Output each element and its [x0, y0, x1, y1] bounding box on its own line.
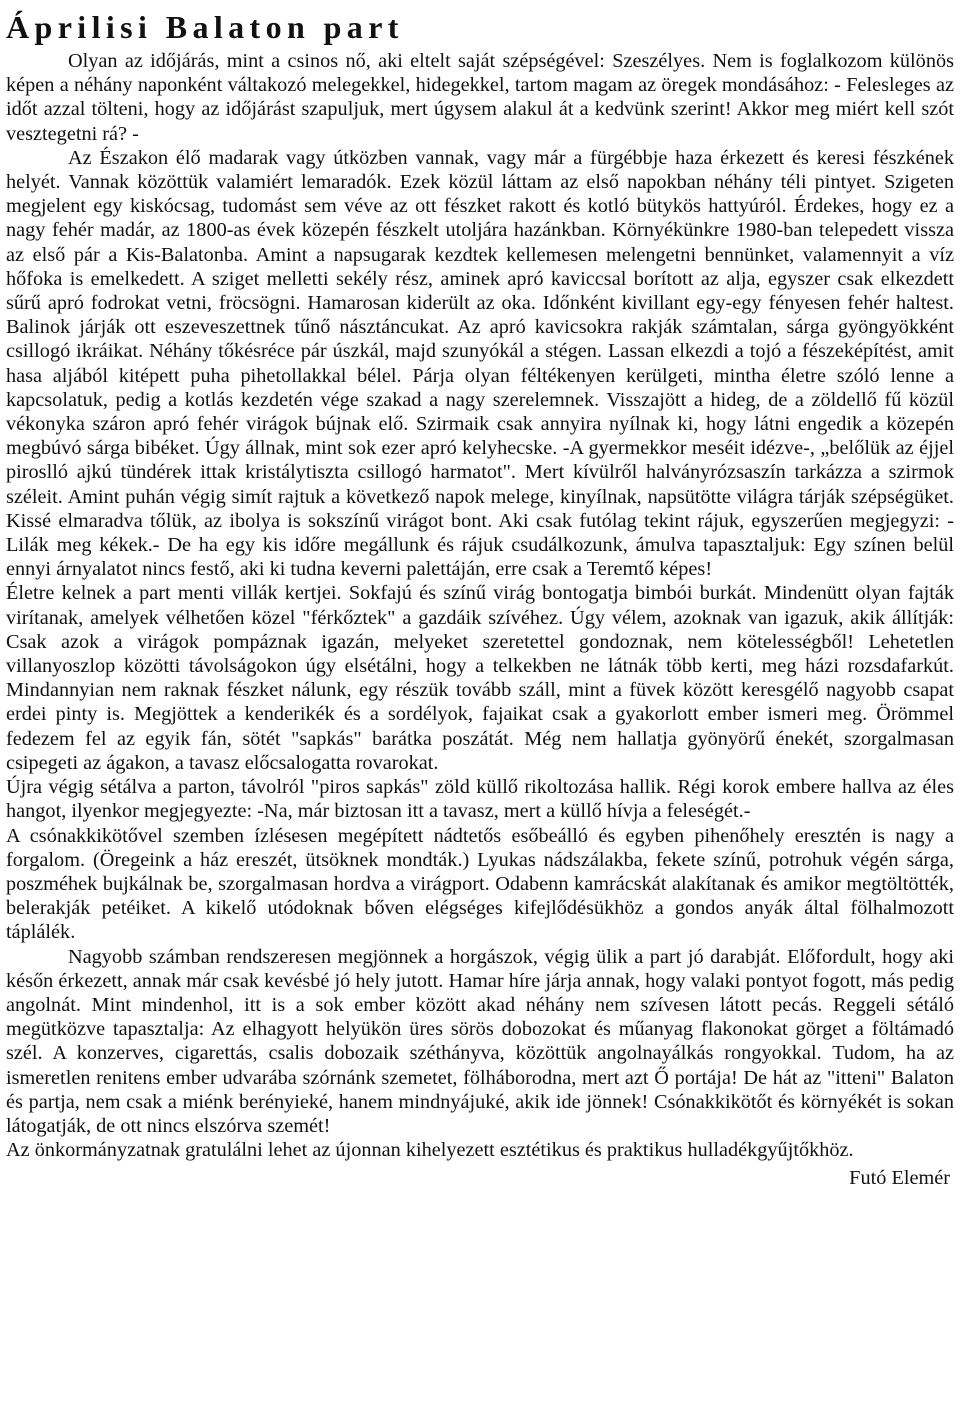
- article-body: [6, 49, 954, 1162]
- paragraph: Újra végig sétálva a parton, távolról "piros sapkás" zöld küllő rikoltozása hallik. Régi korok embere hallva az éles hangot, ilyenkor megjegyezte: -Na, már biztosan itt a tavasz, mert a küllő hívja a feleségét.-: [6, 776, 954, 823]
- paragraph: Az Északon élő madarak vagy útközben vannak, vagy már a fürgébbje haza érkezett és keresi fészkének helyét. Vannak közöttük valamiért lemaradók. Ezek közül láttam az első napokban néhány téli pintyet. Szigeten megjelent egy kiskócsag, tudomást sem véve az ott fészket rakott és kotló bütykös hattyúról. Érdekes, hogy ez a nagy fehér madár, az 1800-as évek közepén fészkelt utoljára hazánkban. Környékünkre 1980-ban telepedett vissza az első pár a Kis-Balatonba. Amint a napsugarak kezdtek kellemesen melengetni bennünket, valamennyit a víz hőfoka is emelkedett. A sziget melletti sekély rész, aminek apró kaviccsal borított az alja, egyszer csak elkezdett sűrű apró fodrokat vetni, fröcsögni. Hamarosan kiderült az oka. Időnként kivillant egy-egy fényesen fehér haltest. Balinok járják ott eszeveszettnek tűnő násztáncukat. Az apró kavicsokra rakják számtalan, sárga gyöngyökként csillogó ikráikat. Néhány tőkésréce pár úszkál, majd szunyókál a stégen. Lassan elkezdi a tojó a fészeképítést, amit hasa aljából kitépett puha pihetollakkal bélel. Párja olyan féltékenyen kerülgeti, mintha életre szóló lenne a kapcsolatuk, pedig a kotlás kezdetén vége szakad a nagy szerelemnek. Visszajött a hideg, de a zöldellő fű közül vékonyka száron apró fehér virágok bújnak elő. Szirmaik csak annyira nyílnak ki, hogy látni engedik a közepén megbúvó sárga bibéket. Úgy állnak, mint sok ezer apró kelyhecske. -A gyermekkor meséit idézve-, „belőlük az éjjel piroslló ajkú tündérek ittak kristálytiszta csillogó harmatot". Mert kívülről halványrózsaszín tarkázza a szirmok széleit. Amint puhán végig simít rajtuk a következő napok melege, kinyílnak, napsütötte világra tárják szépségüket. Kissé elmaradva tőlük, az ibolya is sokszínű virágot bont. Aki csak futólag tekint rájuk, egyszerűen megjegyzi: -Lilák meg kékek.- De ha egy kis időre megállunk és rájuk csudálkozunk, ámulva tapasztaljuk: Egy színen belül ennyi árnyalatot nincs festő, aki ki tudna keverni palettáján, erre csak a Teremtő képes!: [6, 146, 954, 581]
- paragraph: Nagyobb számban rendszeresen megjönnek a horgászok, végig ülik a part jó darabját. Előfordult, hogy aki későn érkezett, annak már csak kevésbé jó hely jutott. Hamar híre járja annak, hogy valaki pontyot fogott, más pedig angolnát. Mint mindenhol, itt is a sok ember között akad néhány nem szívesen látott pecás. Reggeli sétáló megütközve tapasztalja: Az elhagyott helyükön üres sörös dobozokat és műanyag flakonokat görget a föltámadó szél. A konzerves, cigarettás, csalis dobozaik széthányva, közöttük angolnayálkás rongyokkal. Tudom, ha az ismeretlen renitens ember udvarába szórnánk szemetet, fölháborodna, mert azt Ő portája! De hát az "itteni" Balaton és partja, nem csak a miénk berényieké, hanem mindnyájuké, akik ide jönnek! Csónakkikötőt és környékét is sokan látogatják, de ott nincs elszórva szemét!: [6, 945, 954, 1137]
- paragraph: Az önkormányzatnak gratulálni lehet az újonnan kihelyezett esztétikus és praktikus hulladékgyűjtőkhöz.: [6, 1139, 854, 1162]
- paragraph: Életre kelnek a part menti villák kertjei. Sokfajú és színű virág bontogatja bimbói burkát. Mindenütt olyan fajták virítanak, amelyek vélhetően közel "férkőztek" a gazdáik szívéhez. Úgy vélem, azoknak van igazuk, akik állítják: Csak azok a virágok pompáznak igazán, melyeket szeretettel gondoznak, nem kötelességből! Lehetetlen villanyoszlop közötti távolságokon úgy elsétálni, hogy a telkekben ne látnák több kerti, meg házi rozsdafarkút. Mindannyian nem raknak fészket nálunk, egy részük tovább száll, mint a füvek között keresgélő nagyobb csapat erdei pinty is. Megjöttek a kenderikék és a sordélyok, fajaikat csak a gyakorlott ember ismeri meg. Örömmel fedezem fel az egyik fán, sötét "sapkás" barátka poszátát. Még nem hallatja gyönyörű énekét, szorgalmasan csipegeti az ágakon, a tavasz előcsalogatta rovarokat.: [6, 582, 954, 774]
- paragraph: Olyan az időjárás, mint a csinos nő, aki eltelt saját szépségével: Szeszélyes. Nem is foglalkozom különös képen a néhány naponként váltakozó melegekkel, hidegekkel, tartom magam az öregek mondásához: - Felesleges az időt azzal tölteni, hogy az időjárást szapuljuk, mert úgysem alakul át a kedvünk szerint! Akkor meg miért kell szót vesztegetni rá? -: [6, 50, 954, 145]
- article-title: Áprilisi Balaton part: [6, 9, 404, 45]
- author-signature: Futó Elemér: [849, 1167, 950, 1190]
- paragraph: A csónakkikötővel szemben ízlésesen megépített nádtetős esőbeálló és egyben pihenőhely eresztén is nagy a forgalom. (Öregeink a ház ereszét, ütsöknek mondták.) Lyukas nádszálakba, fekete színű, potrohuk végén sárga, poszméhek bujkálnak be, szorgalmasan hordva a virágport. Odabenn kamrácskát alakítanak és amikor megtöltötték, belerakják petéiket. A kikelő utódoknak bőven elégséges kifejlődésükhöz a gondos anyák által fölhalmozott táplálék.: [6, 824, 954, 944]
